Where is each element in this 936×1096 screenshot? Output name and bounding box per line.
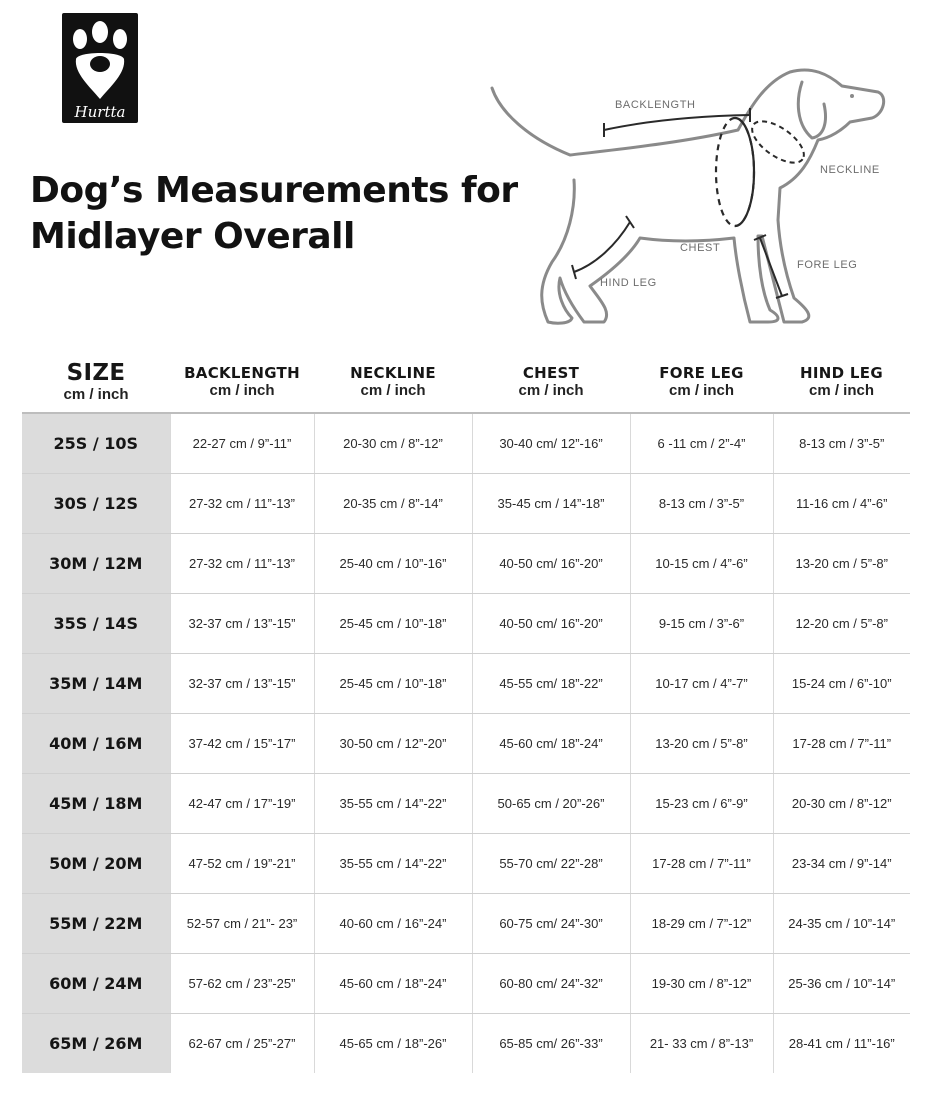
table-row (22, 954, 910, 1014)
neckline-cell: 35-55 cm / 14”-22” (314, 834, 472, 894)
chest-cell: 40-50 cm/ 16”-20” (472, 594, 630, 654)
fore-leg-cell: 15-23 cm / 6”-9” (630, 774, 773, 834)
hind-leg-cell: 8-13 cm / 3”-5” (773, 413, 910, 474)
fore-leg-cell: 6 -11 cm / 2”-4” (630, 413, 773, 474)
title-line-2: Midlayer Overall (30, 216, 355, 257)
fore-leg-cell: 10-15 cm / 4”-6” (630, 534, 773, 594)
column-header-size: SIZE cm / inch (22, 350, 170, 413)
fore-leg-cell: 19-30 cm / 8”-12” (630, 954, 773, 1014)
table-header-row (22, 350, 910, 413)
backlength-cell: 42-47 cm / 17”-19” (170, 774, 314, 834)
hind-leg-cell: 12-20 cm / 5”-8” (773, 594, 910, 654)
hind-leg-cell: 24-35 cm / 10”-14” (773, 894, 910, 954)
neckline-cell: 35-55 cm / 14”-22” (314, 774, 472, 834)
neckline-cell: 30-50 cm / 12”-20” (314, 714, 472, 774)
chest-cell: 40-50 cm/ 16”-20” (472, 534, 630, 594)
chest-cell: 35-45 cm / 14”-18” (472, 474, 630, 534)
chest-cell: 45-55 cm/ 18”-22” (472, 654, 630, 714)
table-row (22, 594, 910, 654)
fore-leg-cell: 9-15 cm / 3”-6” (630, 594, 773, 654)
fore-leg-cell: 21- 33 cm / 8”-13” (630, 1014, 773, 1074)
backlength-cell: 57-62 cm / 23”-25” (170, 954, 314, 1014)
title-line-1: Dog’s Measurements for (30, 170, 518, 211)
hind-leg-label: HIND LEG (600, 277, 657, 289)
backlength-label: BACKLENGTH (615, 99, 696, 111)
column-header-hind-leg: HIND LEG cm / inch (773, 350, 910, 413)
neckline-cell: 20-35 cm / 8”-14” (314, 474, 472, 534)
fore-leg-cell: 8-13 cm / 3”-5” (630, 474, 773, 534)
table-row (22, 413, 910, 474)
size-cell: 60M / 24M (22, 954, 170, 1014)
table-row (22, 474, 910, 534)
column-header-neckline: NECKLINE cm / inch (314, 350, 472, 413)
size-cell: 65M / 26M (22, 1014, 170, 1074)
size-cell: 35S / 14S (22, 594, 170, 654)
column-header-backlength: BACKLENGTH cm / inch (170, 350, 314, 413)
chest-cell: 45-60 cm/ 18”-24” (472, 714, 630, 774)
chest-cell: 60-80 cm/ 24”-32” (472, 954, 630, 1014)
backlength-cell: 47-52 cm / 19”-21” (170, 834, 314, 894)
table-row (22, 774, 910, 834)
column-header-fore-leg: FORE LEG cm / inch (630, 350, 773, 413)
size-cell: 55M / 22M (22, 894, 170, 954)
chest-cell: 65-85 cm/ 26”-33” (472, 1014, 630, 1074)
table-row (22, 894, 910, 954)
backlength-cell: 32-37 cm / 13”-15” (170, 594, 314, 654)
fore-leg-label: FORE LEG (797, 259, 858, 271)
fore-leg-cell: 13-20 cm / 5”-8” (630, 714, 773, 774)
backlength-cell: 37-42 cm / 15”-17” (170, 714, 314, 774)
neckline-cell: 20-30 cm / 8”-12” (314, 413, 472, 474)
table-row (22, 654, 910, 714)
size-cell: 35M / 14M (22, 654, 170, 714)
hind-leg-cell: 17-28 cm / 7”-11” (773, 714, 910, 774)
fore-leg-cell: 17-28 cm / 7”-11” (630, 834, 773, 894)
size-cell: 30M / 12M (22, 534, 170, 594)
backlength-cell: 62-67 cm / 25”-27” (170, 1014, 314, 1074)
neckline-cell: 25-40 cm / 10”-16” (314, 534, 472, 594)
neckline-cell: 45-65 cm / 18”-26” (314, 1014, 472, 1074)
hind-leg-cell: 28-41 cm / 11”-16” (773, 1014, 910, 1074)
backlength-cell: 32-37 cm / 13”-15” (170, 654, 314, 714)
backlength-cell: 27-32 cm / 11”-13” (170, 534, 314, 594)
hind-leg-cell: 25-36 cm / 10”-14” (773, 954, 910, 1014)
neckline-cell: 25-45 cm / 10”-18” (314, 594, 472, 654)
backlength-cell: 27-32 cm / 11”-13” (170, 474, 314, 534)
brand-logo (62, 13, 138, 123)
table-body (22, 413, 910, 1073)
chest-cell: 30-40 cm/ 12”-16” (472, 413, 630, 474)
backlength-measure-line (604, 115, 750, 130)
size-cell: 50M / 20M (22, 834, 170, 894)
fore-leg-cell: 10-17 cm / 4”-7” (630, 654, 773, 714)
chest-cell: 50-65 cm / 20”-26” (472, 774, 630, 834)
fore-leg-cell: 18-29 cm / 7”-12” (630, 894, 773, 954)
neckline-label: NECKLINE (820, 164, 880, 176)
table-row (22, 534, 910, 594)
size-cell: 25S / 10S (22, 413, 170, 474)
size-cell: 45M / 18M (22, 774, 170, 834)
neckline-cell: 25-45 cm / 10”-18” (314, 654, 472, 714)
page-title (30, 168, 518, 260)
table-row (22, 714, 910, 774)
hind-leg-cell: 11-16 cm / 4”-6” (773, 474, 910, 534)
hind-leg-cell: 20-30 cm / 8”-12” (773, 774, 910, 834)
hind-leg-cell: 13-20 cm / 5”-8” (773, 534, 910, 594)
paw-logo-icon (62, 13, 138, 123)
size-cell: 40M / 16M (22, 714, 170, 774)
backlength-cell: 22-27 cm / 9”-11” (170, 413, 314, 474)
column-header-chest: CHEST cm / inch (472, 350, 630, 413)
hind-leg-cell: 23-34 cm / 9”-14” (773, 834, 910, 894)
hind-leg-cell: 15-24 cm / 6”-10” (773, 654, 910, 714)
hind-leg-measure-line (574, 222, 630, 272)
dog-measurement-diagram (480, 60, 910, 340)
backlength-cell: 52-57 cm / 21”- 23” (170, 894, 314, 954)
chest-cell: 60-75 cm/ 24”-30” (472, 894, 630, 954)
chest-label: CHEST (680, 242, 721, 254)
table-row (22, 834, 910, 894)
logo-wordmark: Hurtta (74, 103, 126, 121)
size-cell: 30S / 12S (22, 474, 170, 534)
table-row (22, 1014, 910, 1074)
size-chart-table (22, 350, 910, 1073)
neckline-cell: 40-60 cm / 16”-24” (314, 894, 472, 954)
chest-cell: 55-70 cm/ 22”-28” (472, 834, 630, 894)
neckline-cell: 45-60 cm / 18”-24” (314, 954, 472, 1014)
